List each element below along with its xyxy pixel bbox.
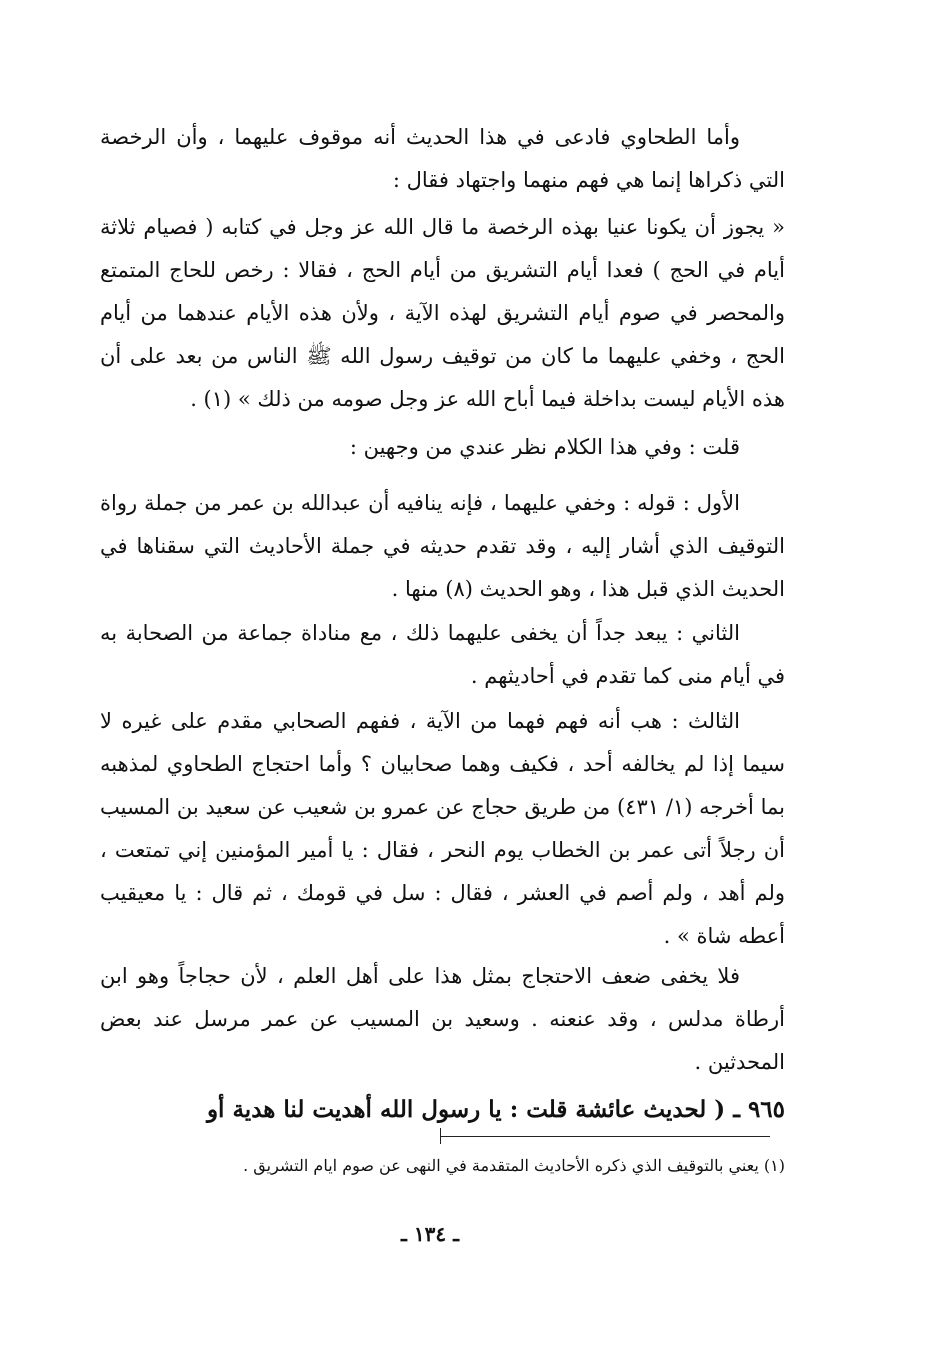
- paragraph-note: قلت : وفي هذا الكلام نظر عندي من وجهين :: [349, 435, 740, 459]
- paragraph-third-point: الثالث : هب أنه فهم فهما من الآية ، ففهم الصحابي مقدم على غيره لا سيما إذا لم يخالفه أحد ، فكيف وهما صحابيان ؟ وأما احتجاج الطحاوي لمذهبه بما أخرجه (١/ ٤٣١) من طريق حجاج عن عمرو بن شعيب عن سعيد بن المسيب أن رجلاً أتى عمر بن الخطاب يوم النحر ، فقال : يا أمير المؤمنين إني تمتعت ، ولم أهد ، ولم أصم في العشر ، فقال : سل في قومك ، ثم قال : يا معيقيب أعطه شاة » .: [100, 709, 785, 948]
- footnote: (١) يعني بالتوقيف الذي ذكره الأحاديث المتقدمة في النهى عن صوم ايام التشريق .: [243, 1156, 785, 1175]
- paragraph-conclusion: فلا يخفى ضعف الاحتجاج بمثل هذا على أهل العلم ، لأن حجاجاً وهو ابن أرطاة مدلس ، وقد عنعنه . وسعيد بن المسيب عن عمر مرسل عند بعض المحدثين .: [100, 964, 785, 1074]
- page-number: ـ ١٣٤ ـ: [401, 1222, 459, 1246]
- next-hadith-heading: ٩٦٥ ـ ( لحديث عائشة قلت : يا رسول الله أهديت لنا هدية أو: [206, 1096, 785, 1123]
- paragraph-first-point: الأول : قوله : وخفي عليهما ، فإنه ينافيه أن عبدالله بن عمر من جملة رواة التوقيف الذي أشار إليه ، وقد تقدم حديثه في جملة الأحاديث التي سقناها في الحديث الذي قبل هذا ، وهو الحديث (٨) منها .: [100, 491, 785, 601]
- paragraph-quote: « يجوز أن يكونا عنيا بهذه الرخصة ما قال الله عز وجل في كتابه ( فصيام ثلاثة أيام في الحج ) فعدا أيام التشريق من أيام الحج ، فقالا : رخص للحاج المتمتع والمحصر في صوم أيام التشريق لهذه الآية ، ولأن هذه الأيام عندهما من أيام الحج ، وخفي عليهما ما كان من توقيف رسول الله ﷺ الناس من بعد على أن هذه الأيام ليست بداخلة فيما أباح الله عز وجل صومه من ذلك » (١) .: [100, 215, 785, 411]
- paragraph-second-point: الثاني : يبعد جداً أن يخفى عليهما ذلك ، مع مناداة جماعة من الصحابة به في أيام منى كما تقدم في أحاديثهم .: [100, 621, 785, 688]
- footnote-divider-tick: [440, 1128, 441, 1144]
- footnote-divider: [440, 1136, 770, 1137]
- paragraph-intro: وأما الطحاوي فادعى في هذا الحديث أنه موقوف عليهما ، وأن الرخصة التي ذكراها إنما هي فهم منهما واجتهاد فقال :: [100, 125, 785, 192]
